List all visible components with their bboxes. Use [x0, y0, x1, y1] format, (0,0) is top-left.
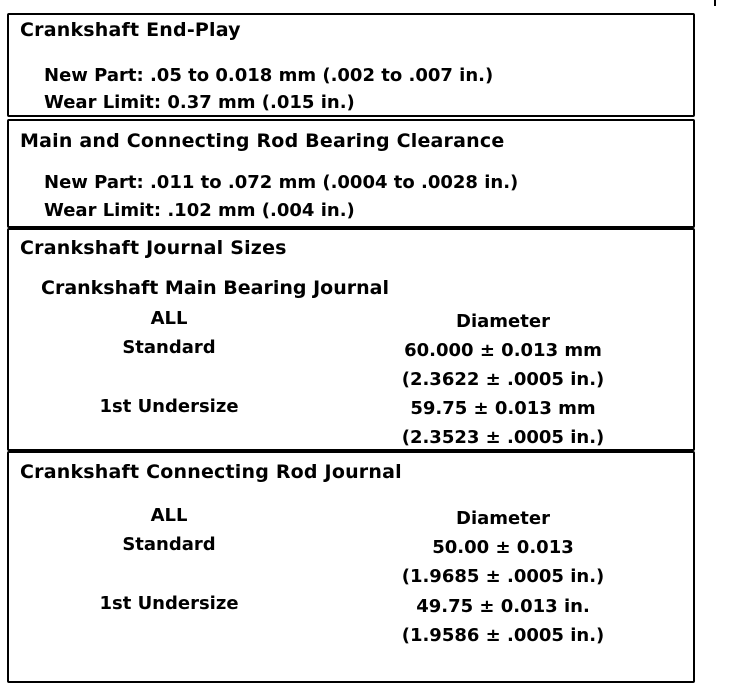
connecting-rod-col-diameter: Diameter [456, 508, 550, 529]
main-bearing-col-all: ALL [150, 308, 188, 329]
connecting-rod-row-metric: 50.00 ± 0.013 [432, 537, 574, 558]
journal-sizes-title: Crankshaft Journal Sizes [20, 237, 287, 259]
corner-mark [714, 0, 716, 6]
end-play-new-part: New Part: .05 to 0.018 mm (.002 to .007 in.) [44, 65, 494, 86]
main-bearing-row-imperial: (2.3622 ± .0005 in.) [401, 369, 605, 390]
main-bearing-col-diameter: Diameter [456, 311, 550, 332]
end-play-box [7, 13, 695, 117]
main-bearing-row-imperial: (2.3523 ± .0005 in.) [401, 427, 605, 448]
main-bearing-journal-subtitle: Crankshaft Main Bearing Journal [41, 277, 389, 299]
bearing-clearance-title: Main and Connecting Rod Bearing Clearance [20, 130, 505, 152]
connecting-rod-row-label: 1st Undersize [99, 593, 239, 614]
main-bearing-row-label: 1st Undersize [99, 396, 239, 417]
bearing-clearance-wear-limit: Wear Limit: .102 mm (.004 in.) [44, 200, 355, 221]
connecting-rod-row-metric: 49.75 ± 0.013 in. [416, 596, 590, 617]
connecting-rod-col-all: ALL [150, 505, 188, 526]
connecting-rod-title: Crankshaft Connecting Rod Journal [20, 461, 402, 483]
journal-sizes-box [7, 228, 695, 451]
connecting-rod-row-label: Standard [122, 534, 216, 555]
connecting-rod-row-imperial: (1.9586 ± .0005 in.) [401, 625, 605, 646]
main-bearing-row-metric: 59.75 ± 0.013 mm [410, 398, 596, 419]
bearing-clearance-box [7, 119, 695, 228]
bearing-clearance-new-part: New Part: .011 to .072 mm (.0004 to .0028 in.) [44, 172, 519, 193]
end-play-wear-limit: Wear Limit: 0.37 mm (.015 in.) [44, 92, 355, 113]
main-bearing-row-label: Standard [122, 337, 216, 358]
connecting-rod-box [7, 451, 695, 683]
end-play-title: Crankshaft End-Play [20, 19, 241, 41]
main-bearing-row-metric: 60.000 ± 0.013 mm [404, 340, 602, 361]
connecting-rod-row-imperial: (1.9685 ± .0005 in.) [401, 566, 605, 587]
